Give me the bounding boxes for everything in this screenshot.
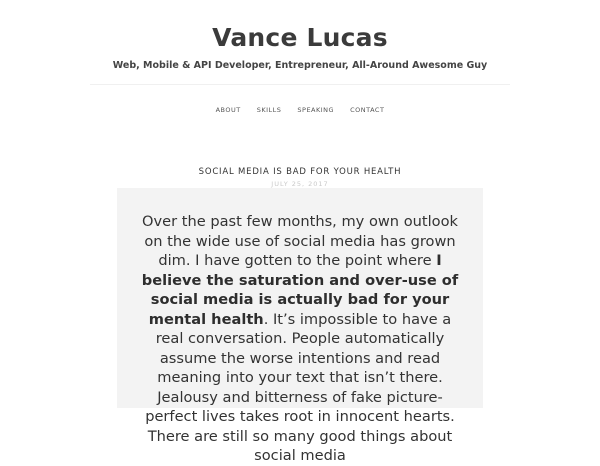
site-title[interactable]: Vance Lucas [212, 23, 388, 52]
post-title[interactable]: SOCIAL MEDIA IS BAD FOR YOUR HEALTH [198, 167, 402, 177]
post-header [0, 166, 600, 189]
main-nav [0, 105, 600, 115]
site-tagline: Web, Mobile & API Developer, Entrepreneur, All-Around Awesome Guy [112, 60, 488, 71]
nav-item-about[interactable]: ABOUT [215, 106, 241, 114]
nav-item-contact[interactable]: CONTACT [350, 106, 385, 114]
nav-item-speaking[interactable]: SPEAKING [297, 106, 335, 114]
post-text-intro: Over the past few months, my own outlook on the wide use of social media has grown dim. I have gotten to the point where [142, 213, 458, 269]
header-divider [90, 84, 510, 85]
nav-item-skills[interactable]: SKILLS [256, 106, 282, 114]
site-header [0, 0, 600, 85]
post-date: JULY 25, 2017 [271, 180, 329, 188]
post-text-continued: . It’s impossible to have a real conversation. People automatically assume the worse intentions and read meaning into your text that isn’t there. Jealousy and bitterness of fake picture-perfect lives takes root in innocent hearts. There are still so many good things about social media [145, 310, 455, 464]
post-text-emphasis: I believe the saturation and over-use of social media is actually bad for your mental health [141, 252, 459, 328]
post-body [117, 188, 483, 464]
